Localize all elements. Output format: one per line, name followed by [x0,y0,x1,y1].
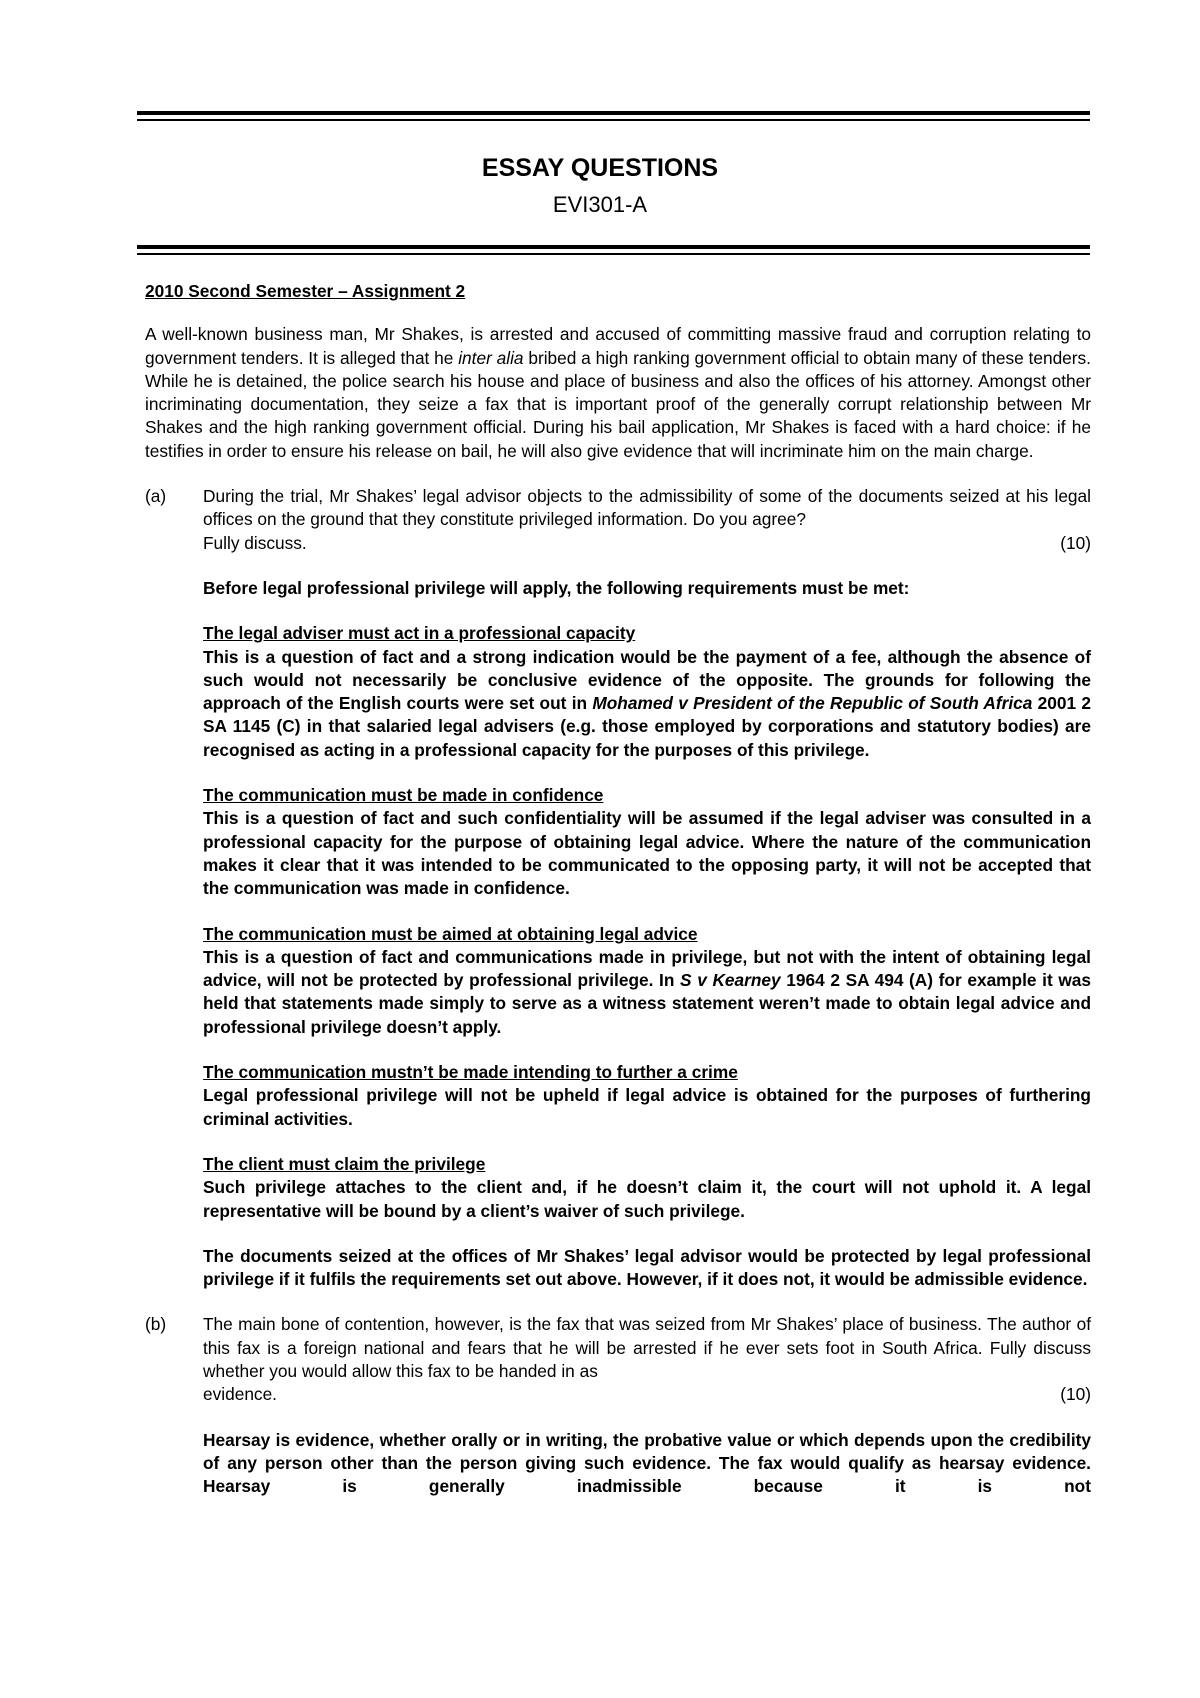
question-a-label: (a) [145,486,167,507]
question-b-text: The main bone of contention, however, is the fax that was seized from Mr Shakes’ place of business. The author of this fax is a foreign national and fears that he will be arrested if he ever sets foot in South Africa. Fully discuss whether you would allow this fax to be handed in as [203,1314,1091,1381]
question-a-last-line [203,532,1091,555]
mid-rule-thin [137,253,1090,255]
scenario-paragraph [145,323,1091,463]
page-title: ESSAY QUESTIONS [481,154,719,182]
document-body [145,280,1091,1498]
requirement-3-text-2: 1964 2 SA 494 (A) for example it was held that statements made simply to serve as a witness statement weren’t made to obtain legal advice and professional privilege doesn’t apply. [203,970,1091,1037]
requirement-5-text: Such privilege attaches to the client and, if he doesn’t claim it, the court will not uphold it. A legal representative will be bound by a client’s waiver of such privilege. [203,1177,1091,1221]
requirement-4-text: Legal professional privilege will not be upheld if legal advice is obtained for the purposes of furthering criminal activities. [203,1085,1091,1129]
question-a [145,485,1091,555]
question-a-body [203,485,1091,555]
requirement-3-case-name: S v Kearney [680,970,781,991]
assignment-heading: 2010 Second Semester – Assignment 2 [145,281,466,301]
scenario-italic-term: inter alia [458,347,524,368]
question-b-last-line [203,1383,1091,1406]
requirement-5-heading: The client must claim the privilege [203,1153,486,1174]
requirement-1-case-name: Mohamed v President of the Republic of South Africa [592,693,1033,714]
scenario-text-1: A well-known business man, Mr Shakes, is arrested and accused of committing massive fraud and corruption relating to government tenders. It is alleged that he [145,324,1091,368]
top-rule-thin [137,119,1090,121]
mid-rule-thick [137,245,1090,249]
requirement-3-text-1: This is a question of fact and communications made in privilege, but not with the intent of obtaining legal advice, will not be protected by professional privilege. In [203,946,1091,991]
question-b [145,1313,1091,1406]
answer-a [203,577,1091,1291]
question-a-marks: (10) [1060,532,1091,553]
question-a-text: During the trial, Mr Shakes’ legal advisor objects to the admissibility of some of the documents seized at his legal offices on the ground that they constitute privileged information. Do you agree? [203,486,1091,530]
requirement-2 [203,784,1091,900]
answer-a-intro: Before legal professional privilege will apply, the following requirements must be met: [203,577,910,598]
question-b-label: (b) [145,1314,167,1335]
requirement-1-text-1: This is a question of fact and a strong indication would be the payment of a fee, although the absence of such would not necessarily be conclusive evidence of the opposite. The grounds for following the approach of the English courts were set out in [203,646,1091,714]
requirement-3 [203,923,1091,1039]
requirement-1 [203,622,1091,762]
question-b-marks: (10) [1060,1384,1091,1405]
requirement-1-heading: The legal adviser must act in a professional capacity [203,623,636,644]
requirement-5 [203,1153,1091,1223]
requirement-4 [203,1061,1091,1131]
requirement-3-text [203,946,1091,1039]
requirement-1-text [203,646,1091,762]
requirement-2-text: This is a question of fact and such confidentiality will be assumed if the legal adviser was consulted in a professional capacity for the purpose of obtaining legal advice. Where the nature of the communication makes it clear that it was intended to be communicated to the opposing party, it will not be accepted that the communication was made in confidence. [203,808,1091,899]
requirement-3-heading: The communication must be aimed at obtaining legal advice [203,923,698,944]
requirement-2-heading: The communication must be made in confidence [203,785,604,806]
requirement-1-text-2: 2001 2 SA 1145 (C) in that salaried legal advisers (e.g. those employed by corporations and statutory bodies) are recognised as acting in a professional capacity for the purposes of this privilege. [203,693,1091,760]
answer-b-text: Hearsay is evidence, whether orally or in writing, the probative value or which depends upon the credibility of any person other than the person giving such evidence. The fax would qualify as hearsay evidence. Hearsay is generally inadmissible because it is not [203,1429,1091,1497]
question-b-last-text: evidence. [203,1384,277,1405]
question-a-last-text: Fully discuss. [203,532,307,553]
scenario-text-2: bribed a high ranking government official to obtain many of these tenders. While he is detained, the police search his house and place of business and also the offices of his attorney. Amongst other incriminating documentation, they seize a fax that is important proof of the generally corrupt relationship between Mr Shakes and the high ranking government official. During his bail application, Mr Shakes is faced with a hard choice: if he testifies in order to ensure his release on bail, he will also give evidence that will incriminate him on the main charge. [145,347,1091,461]
module-code: EVI301-A [552,192,648,217]
requirement-4-heading: The communication mustn’t be made intending to further a crime [203,1062,738,1083]
answer-a-conclusion: The documents seized at the offices of Mr Shakes’ legal advisor would be protected by legal professional privilege if it fulfils the requirements set out above. However, if it does not, it would be admissible evidence. [203,1245,1091,1290]
answer-b [203,1429,1091,1499]
question-b-body [203,1313,1091,1406]
top-rule-thick [137,111,1090,115]
